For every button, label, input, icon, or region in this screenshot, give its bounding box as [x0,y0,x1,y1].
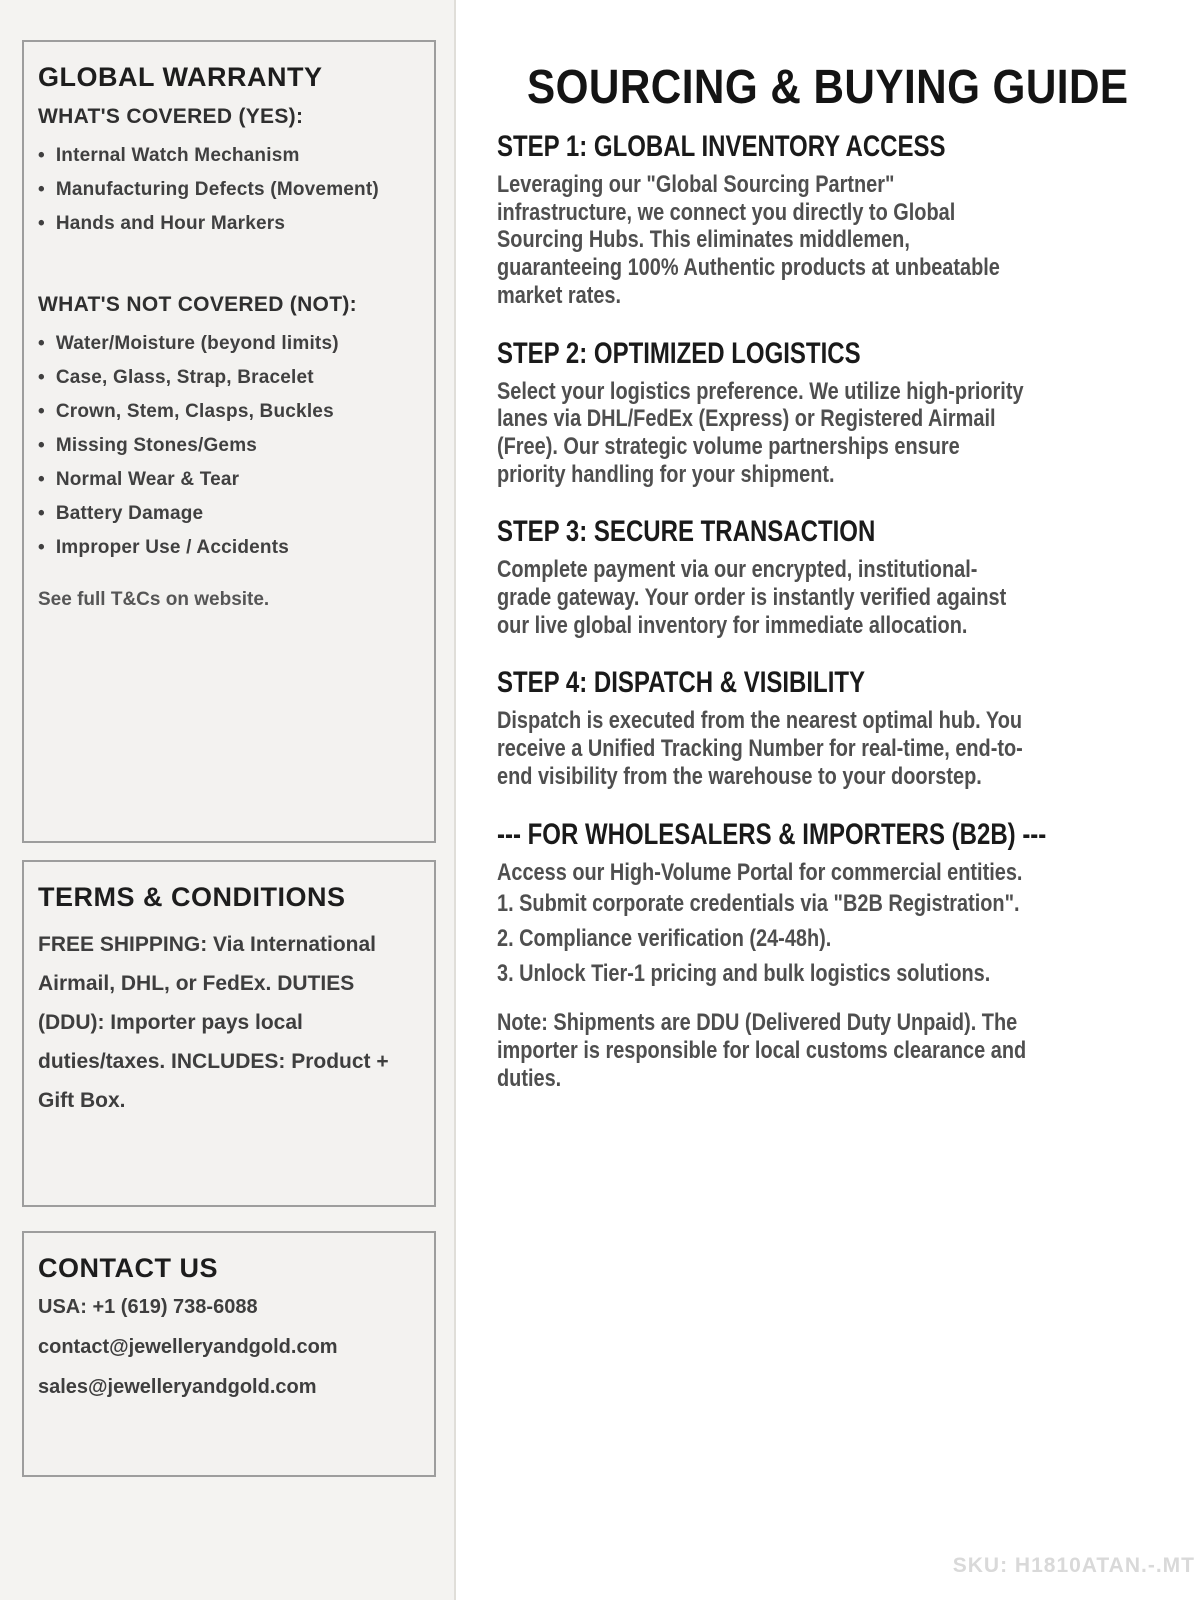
not-covered-item: • Normal Wear & Tear [38,463,420,497]
sourcing-guide-main [456,0,1200,1600]
step-2-section [497,337,1145,489]
sku-label: SKU: H1810ATAN.-.MT [952,1554,1195,1577]
guide-content [497,130,1145,1119]
covered-item: • Internal Watch Mechanism [38,139,420,173]
ddu-note: Note: Shipments are DDU (Delivered Duty Unpaid). The importer is responsible for local customs clearance and duties. [497,1009,1027,1092]
page-title: SOURCING & BUYING GUIDE [527,61,1129,114]
step-1-section [497,130,1145,310]
contact-email-primary: contact@jewelleryandgold.com [38,1336,338,1358]
b2b-section [497,818,1145,988]
step-1-body: Leveraging our "Global Sourcing Partner" infrastructure, we connect you directly to Global Sourcing Hubs. This eliminates middlemen, guaranteeing 100% Authentic products at unbeatable market rates. [497,171,1000,309]
contact-panel [22,1231,436,1477]
not-covered-item: • Crown, Stem, Clasps, Buckles [38,395,420,429]
terms-title: TERMS & CONDITIONS [38,882,346,912]
covered-item: • Manufacturing Defects (Movement) [38,173,420,207]
not-covered-list [38,327,420,565]
step-2-body: Select your logistics preference. We utilize high-priority lanes via DHL/FedEx (Express) or Registered Airmail (Free). Our strategic volume partnerships ensure priority handling for your shipment. [497,377,1024,488]
covered-list [38,139,420,241]
step-4-section [497,666,1145,790]
step-4-heading: STEP 4: DISPATCH & VISIBILITY [497,666,866,700]
terms-body: FREE SHIPPING: Via International Airmail, DHL, or FedEx. DUTIES (DDU): Importer pays local duties/taxes. INCLUDES: Product + Gift Box. [38,933,389,1112]
b2b-item-2: 2. Compliance verification (24-48h). [497,924,832,952]
step-3-body: Complete payment via our encrypted, institutional-grade gateway. Your order is instantly verified against our live global inventory for immediate allocation. [497,556,1007,639]
warranty-footnote: See full T&Cs on website. [38,589,270,610]
step-1-heading: STEP 1: GLOBAL INVENTORY ACCESS [497,130,946,163]
contact-phone: USA: +1 (619) 738-6088 [38,1296,258,1318]
step-4-body: Dispatch is executed from the nearest optimal hub. You receive a Unified Tracking Number for real-time, end-to-end visibility from the warehouse to your doorstep. [497,707,1023,790]
step-3-heading: STEP 3: SECURE TRANSACTION [497,515,876,549]
not-covered-item: • Battery Damage [38,497,420,531]
step-2-heading: STEP 2: OPTIMIZED LOGISTICS [497,336,861,370]
covered-item: • Hands and Hour Markers [38,207,420,241]
not-covered-item: • Improper Use / Accidents [38,531,420,565]
not-covered-item: • Water/Moisture (beyond limits) [38,327,420,361]
info-sidebar [0,0,456,1600]
b2b-heading: --- FOR WHOLESALERS & IMPORTERS (B2B) --- [497,817,1047,851]
contact-email-sales: sales@jewelleryandgold.com [38,1376,317,1398]
not-covered-heading: WHAT'S NOT COVERED (NOT): [38,293,357,316]
not-covered-item: • Case, Glass, Strap, Bracelet [38,361,420,395]
global-warranty-panel [22,40,436,843]
covered-heading: WHAT'S COVERED (YES): [38,105,304,128]
b2b-item-1: 1. Submit corporate credentials via "B2B Registration". [497,890,1020,918]
not-covered-item: • Missing Stones/Gems [38,429,420,463]
contact-title: CONTACT US [38,1253,218,1283]
b2b-intro: Access our High-Volume Portal for commercial entities. [497,858,1023,886]
terms-panel [22,860,436,1207]
step-3-section [497,515,1145,639]
b2b-item-3: 3. Unlock Tier-1 pricing and bulk logistics solutions. [497,959,991,987]
page-title-wrap [456,60,1200,115]
warranty-title: GLOBAL WARRANTY [38,62,323,92]
